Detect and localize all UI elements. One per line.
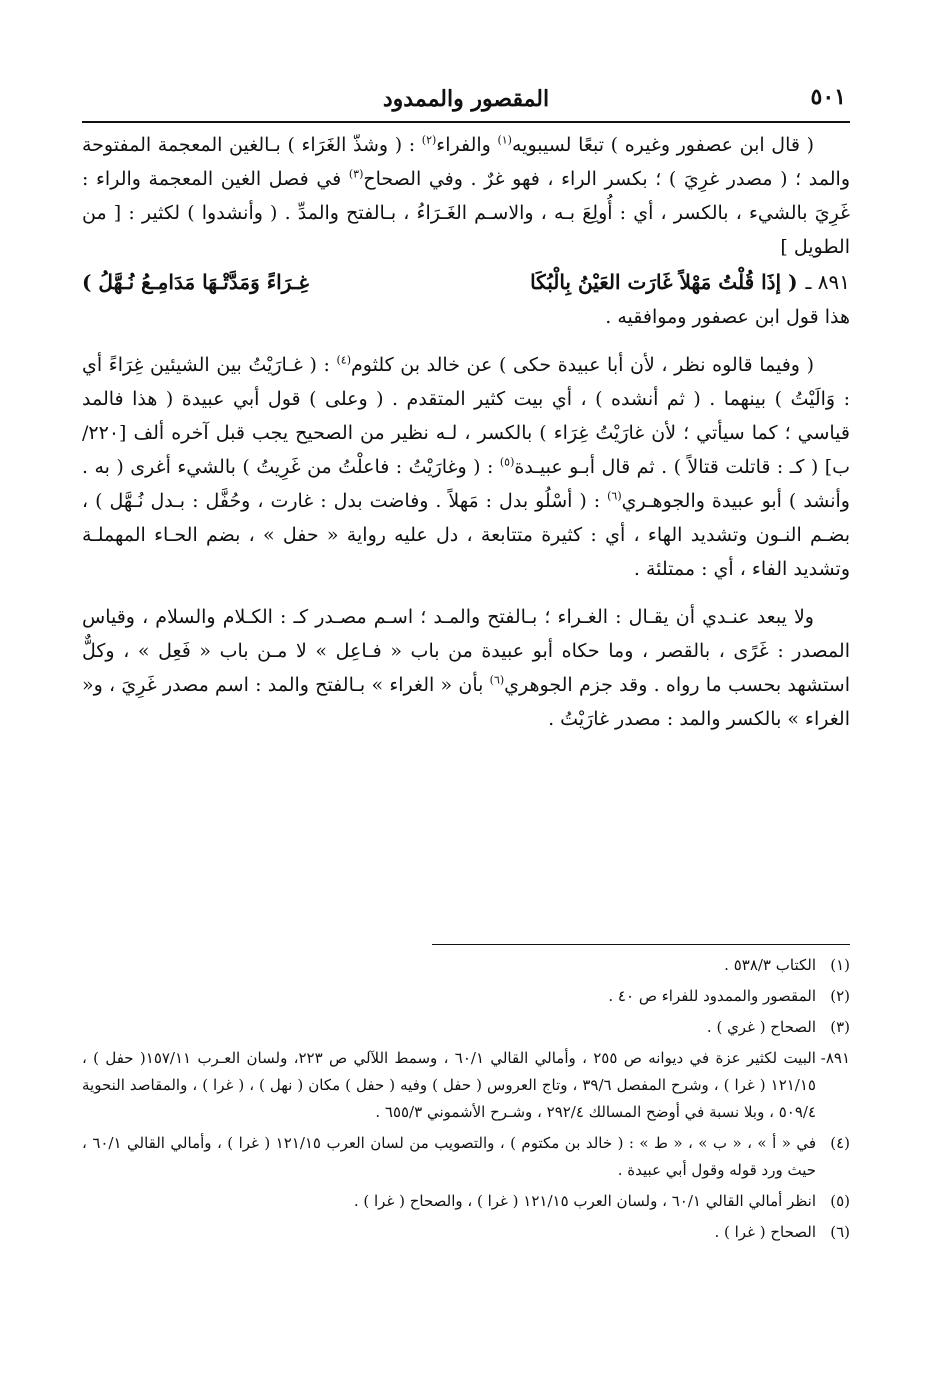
paragraph-1 bbox=[82, 128, 850, 264]
p1-part-4: في فصل الغين المعجمة والراء : غَرِيَ بالشيء ، بالكسر ، أي : أُولِعَ بـه ، والاسـم الغَـرَاءُ ، بـالفتح والمدِّ . ( وأنشدوا ) لكثير : [ من الطويل ] bbox=[82, 168, 850, 258]
footnote-ref-6b: (٦) bbox=[489, 673, 505, 687]
verse-first-half bbox=[530, 264, 850, 300]
footnote-text: الكتاب ٥٣٨/٣ . bbox=[724, 956, 816, 974]
verse-half-1: ( إذَا قُلْتُ مَهْلاً غَارَت العَيْنُ بِالْبُكَا bbox=[530, 270, 798, 294]
footnote-number: (٦) bbox=[830, 1223, 850, 1241]
footnote-number: (٣) bbox=[830, 1018, 850, 1036]
page-number: ٥٠١ bbox=[810, 84, 846, 110]
p3-part-3: : ( وغارَيْتُ : فاعلْتُ من غَرِيتُ ) بالشيء أغرى ( به . وأنشد ) أبو عبيدة والجوهـري bbox=[82, 456, 850, 512]
footnote-4 bbox=[82, 1130, 850, 1184]
footnote-number: (٥) bbox=[830, 1192, 850, 1210]
footnote-ref-2: (٢) bbox=[421, 133, 437, 147]
footnote-rule bbox=[432, 944, 850, 945]
footnote-text: المقصور والممدود للفراء ص ٤٠ . bbox=[608, 987, 816, 1005]
footnote-number: (١) bbox=[830, 956, 850, 974]
p1-part-3: : ( وشذّ الغَرَاء ) بـالغين المعجمة المفتوحة والمد ؛ ( مصدر غرِيَ ) ؛ بكسر الراء ، فهو غرٌ . وفي الصحاح bbox=[82, 134, 851, 190]
footnote-verse bbox=[82, 1045, 850, 1126]
p1-part-2: والفراء bbox=[436, 134, 498, 156]
paragraph-4 bbox=[82, 600, 850, 736]
footnote-number: (٢) bbox=[830, 987, 850, 1005]
p1-part-1: ( قال ابن عصفور وغيره ) تبعًا لسيبويه bbox=[511, 134, 814, 156]
main-text bbox=[82, 128, 850, 736]
footnote-ref-4: (٤) bbox=[336, 353, 352, 367]
p4-part-2: بأن « الغراء » بـالفتح والمد : اسم مصدر غَرِيَ ، و« الغراء » بالكسر والمد : مصدر غارَيْتُ . bbox=[82, 674, 850, 730]
footnote-text: انظر أمالي القالي ٦٠/١ ، ولسان العرب ١٢١/١٥ ( غرا ) ، والصحاح ( غرا ) . bbox=[353, 1192, 816, 1210]
footnote-ref-6: (٦) bbox=[607, 489, 622, 503]
p3-part-1: ( وفيما قالوه نظر ، لأن أبا عبيدة حكى ) عن خالد بن كلثوم bbox=[351, 354, 814, 376]
paragraph-3 bbox=[82, 348, 850, 586]
running-title: المقصور والممدود bbox=[382, 86, 550, 112]
footnote-6 bbox=[82, 1219, 850, 1246]
footnote-ref-5: (٥) bbox=[499, 455, 515, 469]
footnote-number: ٨٩١- bbox=[820, 1049, 850, 1067]
footnotes bbox=[82, 952, 850, 1250]
header-rule bbox=[82, 121, 850, 123]
footnote-text: الصحاح ( غري ) . bbox=[706, 1018, 816, 1036]
footnote-ref-3: (٣) bbox=[348, 167, 364, 181]
p3-part-2: : ( غـارَيْتُ بين الشيئين غِرَاءً أي : وَالَيْتُ ) بينهما . ( ثم أنشده ) ، أي بيت كثير المتقدم . ( وعلى ) قول أبي عبيدة ( هذا فالمد قياسي ؛ كما سيأتي ؛ لأن غارَيْتُ غِرَاء ) بالكسر ، لـه نظير من الصحيح يجب قبل آخره ألف [٢٢٠/ب] ( كـ : قاتلت قتالاً ) . ثم قال أبـو عبيـدة bbox=[82, 354, 851, 478]
footnote-1 bbox=[82, 952, 850, 979]
footnote-5 bbox=[82, 1188, 850, 1215]
footnote-ref-1: (١) bbox=[497, 133, 512, 147]
footnote-text: الصحاح ( غرا ) . bbox=[714, 1223, 816, 1241]
verse-line bbox=[82, 264, 850, 300]
footnote-number: (٤) bbox=[830, 1134, 850, 1152]
paragraph-2: هذا قول ابن عصفور وموافقيه . bbox=[605, 306, 850, 328]
footnote-3 bbox=[82, 1014, 850, 1041]
footnote-text: البيت لكثير عزة في ديوانه ص ٢٥٥ ، وأمالي القالي ٦٠/١ ، وسمط اللآلي ص ٢٢٣، ولسان العـرب ١٥٧/١١( حفل ) ، ١٢١/١٥ ( غرا ) ، وشرح المفصل ٣٩/٦ ، وتاج العروس ( حفل ) وفيه ( حفل ) مكان ( نهل ) ، ( غرا ) ، والمقاصد النحوية ٥٠٩/٤ ، وبلا نسبة في أوضح المسالك ٢٩٢/٤ ، وشـرح الأشموني ٦٥٥/٣ . bbox=[82, 1049, 816, 1121]
verse-half-2: غِـرَاءً وَمَدَّتْـهَا مَدَامِـعُ نُـهَّلُ ) bbox=[82, 270, 310, 294]
p3-part-4: : ( أسْلُو بدل : مَهلاً . وفاضت بدل : غارت ، وحُفَّل : بـدل نُـهَّل ) ، بضـم النـون وتشديد الهاء ، أي : كثيرة متتابعة ، دل عليه رواية « حفل » ، بضم الحـاء المهملـة وتشديد الفاء ، أي : ممتلئة . bbox=[82, 490, 850, 580]
verse-number: ٨٩١ ـ bbox=[805, 270, 850, 294]
page-header bbox=[82, 82, 850, 120]
footnote-text: في « أ » ، « ب » ، « ط » : ( خالد بن مكتوم ) ، والتصويب من لسان العرب ١٢١/١٥ ( غرا ) ، وأمالي القالي ٦٠/١ ، حيث ورد قوله وقول أبي عبيدة . bbox=[82, 1134, 817, 1179]
footnote-2 bbox=[82, 983, 850, 1010]
p4-part-1: ولا يبعد عنـدي أن يقـال : الغـراء ؛ بـالفتح والمـد ؛ اسـم مصـدر كـ : الكـلام والسلام ، وقياس المصدر : غَرًى ، بالقصر ، وما حكاه أبو عبيدة من باب « فـاعِل » لا مـن باب « فَعِل » ، وكلٌّ استشهد بحسب ما رواه . وقد جزم الجوهري bbox=[82, 606, 850, 696]
